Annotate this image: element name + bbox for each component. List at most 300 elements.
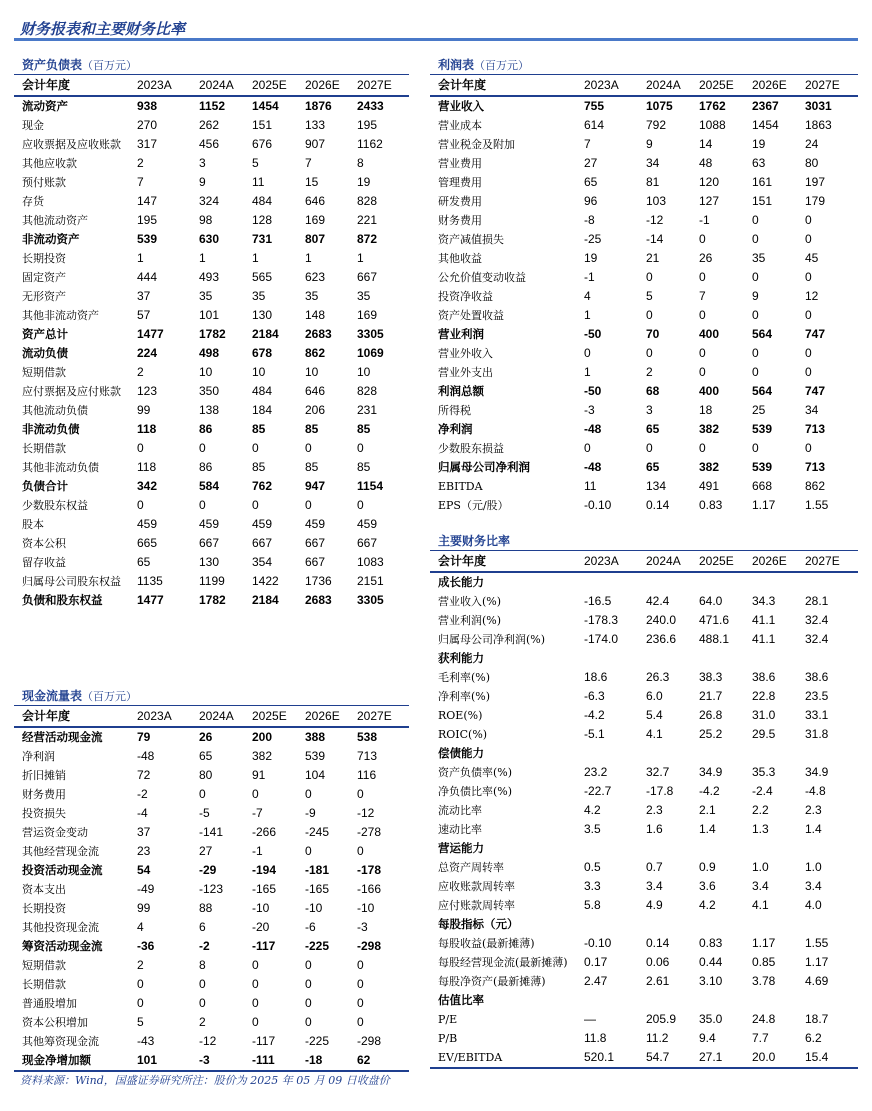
- cell-value: 1083: [357, 555, 384, 569]
- cell-value: 0: [252, 1015, 259, 1029]
- cell-value: 270: [137, 118, 158, 132]
- cell-value: 3305: [357, 327, 384, 341]
- cell-value: [699, 572, 752, 592]
- cell-value: 19: [752, 137, 766, 151]
- row-label: 管理费用: [438, 176, 482, 189]
- cell-value: 3.6: [699, 879, 716, 893]
- cell-value: -5: [199, 806, 210, 820]
- cell-value: -7: [252, 806, 263, 820]
- row-label: 偿债能力: [438, 746, 484, 760]
- cell-value: -6: [305, 920, 316, 934]
- table-row: [14, 363, 409, 382]
- cell-value: 4: [584, 289, 591, 303]
- cell-value: 0: [752, 270, 759, 284]
- cell-value: -111: [252, 1051, 305, 1071]
- table-row: [430, 953, 858, 972]
- cell-value: 68: [646, 384, 660, 398]
- cell-value: 4.1: [752, 898, 769, 912]
- cell-value: 1: [305, 251, 312, 265]
- cell-value: 0: [199, 977, 206, 991]
- cell-value: 184: [252, 403, 273, 417]
- cell-value: -266: [252, 825, 277, 839]
- row-label: EV/EBITDA: [430, 1048, 584, 1068]
- cell-value: 5: [252, 156, 259, 170]
- cell-value: 25: [752, 403, 766, 417]
- column-header-year: 2024A: [199, 75, 252, 96]
- cell-value: 262: [199, 118, 220, 132]
- cell-value: 0: [252, 996, 259, 1010]
- row-label: 营运能力: [438, 841, 484, 855]
- cell-value: 19: [357, 175, 371, 189]
- cell-value: 65: [137, 555, 151, 569]
- row-label: 净利润: [22, 750, 55, 763]
- cell-value: 614: [584, 118, 605, 132]
- cell-value: 828: [357, 194, 378, 208]
- cell-value: 0: [752, 213, 759, 227]
- cell-value: 862: [805, 479, 826, 493]
- cell-value: -50: [584, 384, 602, 398]
- column-header-label: 会计年度: [14, 706, 137, 727]
- cell-value: 3.4: [805, 879, 822, 893]
- cell-value: -2: [137, 787, 148, 801]
- cell-value: [805, 991, 858, 1010]
- cell-value: 33.1: [805, 708, 829, 722]
- cell-value: [584, 572, 646, 592]
- cell-value: 1.0: [805, 860, 822, 874]
- cell-value: [646, 649, 699, 668]
- cell-value: 0: [805, 365, 812, 379]
- cell-value: 2184: [252, 593, 279, 607]
- cell-value: 2151: [357, 574, 384, 588]
- cell-value: 12: [805, 289, 819, 303]
- cell-value: 667: [199, 536, 220, 550]
- cell-value: 0: [752, 441, 759, 455]
- cell-value: -43: [137, 1034, 155, 1048]
- row-label: 资本公积增加: [22, 1016, 88, 1029]
- table-row: [430, 991, 858, 1010]
- header-row: [430, 551, 858, 572]
- cell-value: 6.2: [805, 1031, 822, 1045]
- cell-value: 456: [199, 137, 220, 151]
- cell-value: 755: [584, 99, 605, 113]
- cell-value: 151: [752, 194, 773, 208]
- cell-value: 134: [646, 479, 667, 493]
- cell-value: -165: [252, 882, 277, 896]
- cell-value: -4.2: [699, 784, 720, 798]
- cell-value: 1.17: [805, 955, 829, 969]
- cell-value: 35: [199, 289, 213, 303]
- cell-value: 85: [305, 422, 319, 436]
- cell-value: 350: [199, 384, 220, 398]
- row-label: 资本支出: [22, 883, 66, 896]
- cell-value: [584, 649, 646, 668]
- income-statement-table: [430, 75, 858, 515]
- cell-value: 0: [305, 977, 312, 991]
- cell-value: [646, 839, 699, 858]
- cell-value: 10: [252, 365, 266, 379]
- cell-value: 2.47: [584, 974, 608, 988]
- cell-value: 792: [646, 118, 667, 132]
- table-row: [14, 785, 409, 804]
- cell-value: [584, 991, 646, 1010]
- cell-value: 938: [137, 99, 158, 113]
- table-row: [14, 804, 409, 823]
- cell-value: 91: [252, 768, 266, 782]
- cell-value: 26: [199, 730, 213, 744]
- table-row: [430, 230, 858, 249]
- row-label: P/E: [438, 1013, 458, 1026]
- row-label: 营业税金及附加: [438, 138, 515, 151]
- row-label: 短期借款: [22, 366, 66, 379]
- row-label: 营业收入: [438, 99, 484, 113]
- title-divider: [14, 38, 858, 41]
- ratios-table: [430, 551, 858, 1069]
- table-row: [14, 975, 409, 994]
- cell-value: 0.14: [646, 498, 670, 512]
- cell-value: 0: [357, 996, 364, 1010]
- cell-value: 0.9: [699, 860, 716, 874]
- row-label: 每股净资产(最新摊薄): [438, 975, 546, 988]
- cell-value: 1162: [357, 137, 383, 151]
- cell-value: -278: [357, 825, 382, 839]
- cell-value: 65: [646, 422, 660, 436]
- row-label: 资产处置收益: [438, 309, 504, 322]
- cell-value: 1422: [252, 574, 279, 588]
- cell-value: 221: [357, 213, 378, 227]
- cell-value: 41.1: [752, 613, 776, 627]
- cell-value: 3031: [805, 99, 832, 113]
- cell-value: 0.7: [646, 860, 663, 874]
- cash-flow-title-text: 现金流量表: [22, 689, 83, 703]
- row-label: 毛利率(%): [438, 671, 491, 684]
- table-row: [14, 458, 409, 477]
- row-label: 资产总计: [22, 327, 68, 341]
- cell-value: -9: [305, 806, 316, 820]
- cell-value: 493: [199, 270, 220, 284]
- cell-value: 195: [357, 118, 378, 132]
- cell-value: 11: [252, 175, 265, 189]
- row-label: P/B: [438, 1032, 458, 1045]
- table-row: [14, 496, 409, 515]
- cell-value: -4.2: [584, 708, 605, 722]
- row-label: 估值比率: [438, 993, 484, 1007]
- cell-value: 161: [752, 175, 773, 189]
- row-label: 固定资产: [22, 271, 66, 284]
- row-label: 其他非流动负债: [22, 461, 99, 474]
- row-label: 其他收益: [438, 252, 482, 265]
- row-label: 营业收入(%): [438, 595, 502, 608]
- cell-value: [646, 915, 699, 934]
- cell-value: 1: [199, 251, 206, 265]
- cell-value: 11.2: [646, 1031, 669, 1045]
- cell-value: 64.0: [699, 594, 723, 608]
- cell-value: 713: [357, 749, 378, 763]
- row-label: 营业外收入: [438, 347, 493, 360]
- table-row: [430, 630, 858, 649]
- row-label: 净利率(%): [438, 690, 491, 703]
- cell-value: -49: [137, 882, 155, 896]
- cell-value: 0: [137, 977, 144, 991]
- cell-value: 0: [357, 958, 364, 972]
- table-row: [14, 880, 409, 899]
- cell-value: -225: [305, 1034, 330, 1048]
- cell-value: 0: [357, 977, 364, 991]
- cell-value: 0: [699, 346, 706, 360]
- cell-value: -12: [357, 806, 375, 820]
- cell-value: 148: [305, 308, 326, 322]
- cell-value: -8: [584, 213, 595, 227]
- row-label: 总资产周转率: [438, 861, 504, 874]
- row-label: EPS（元/股）: [438, 499, 509, 512]
- cell-value: 32.4: [805, 632, 829, 646]
- cell-value: 3.4: [752, 879, 769, 893]
- cell-value: 1.17: [752, 936, 776, 950]
- cell-value: 2367: [752, 99, 779, 113]
- row-label: 研发费用: [438, 195, 482, 208]
- cell-value: -3: [199, 1051, 252, 1071]
- cell-value: 0: [137, 441, 144, 455]
- row-label: 长期借款: [22, 442, 66, 455]
- cell-value: 1454: [252, 99, 279, 113]
- cell-value: 0: [357, 1015, 364, 1029]
- table-row: [430, 744, 858, 763]
- cell-value: 1154: [357, 479, 384, 493]
- cell-value: 4.9: [646, 898, 663, 912]
- cell-value: [752, 915, 805, 934]
- source-footnote: 资料来源：Wind，国盛证券研究所注：股价为 2025 年 05 月 09 日收盘价: [20, 1074, 390, 1087]
- table-row: [430, 877, 858, 896]
- column-header-year: 2025E: [252, 706, 305, 727]
- table-row: [14, 553, 409, 572]
- cell-value: 459: [137, 517, 158, 531]
- cell-value: 0: [252, 977, 259, 991]
- row-label: ROE(%): [438, 709, 483, 722]
- table-row: [430, 496, 858, 515]
- table-row: [14, 727, 409, 747]
- cell-value: 34: [805, 403, 819, 417]
- cell-value: 2683: [305, 593, 332, 607]
- cell-value: 21: [646, 251, 660, 265]
- cell-value: -5.1: [584, 727, 605, 741]
- cell-value: 1.4: [699, 822, 716, 836]
- column-header-year: 2023A: [137, 75, 199, 96]
- cell-value: 11: [584, 479, 597, 493]
- table-row: [430, 687, 858, 706]
- cell-value: 459: [357, 517, 378, 531]
- cell-value: 0: [357, 498, 364, 512]
- cell-value: 539: [305, 749, 326, 763]
- table-row: [430, 401, 858, 420]
- cell-value: 400: [699, 327, 720, 341]
- cell-value: 0: [699, 365, 706, 379]
- cell-value: -22.7: [584, 784, 612, 798]
- cell-value: 4.0: [805, 898, 822, 912]
- cell-value: 27: [199, 844, 213, 858]
- table-row: [430, 249, 858, 268]
- cell-value: -25: [584, 232, 602, 246]
- table-row: [430, 458, 858, 477]
- table-row: [430, 801, 858, 820]
- cell-value: 236.6: [646, 632, 677, 646]
- cell-value: 29.5: [752, 727, 776, 741]
- cell-value: 0: [584, 441, 591, 455]
- cell-value: 0: [752, 232, 759, 246]
- cell-value: 23: [137, 844, 151, 858]
- cell-value: -3: [584, 403, 595, 417]
- cell-value: [646, 991, 699, 1010]
- table-row: [430, 211, 858, 230]
- row-label: 公允价值变动收益: [438, 271, 526, 284]
- table-row: [430, 782, 858, 801]
- cell-value: 0: [805, 308, 812, 322]
- cell-value: 10: [357, 365, 371, 379]
- cell-value: 317: [137, 137, 158, 151]
- cell-value: 828: [357, 384, 378, 398]
- cell-value: 130: [252, 308, 273, 322]
- row-label: 财务费用: [22, 788, 66, 801]
- cell-value: 169: [305, 213, 326, 227]
- cell-value: 667: [357, 270, 378, 284]
- balance-sheet-title-text: 资产负债表: [22, 58, 83, 72]
- header-row: [430, 75, 858, 96]
- cell-value: 18: [699, 403, 713, 417]
- cell-value: [805, 915, 858, 934]
- cell-value: -36: [137, 939, 155, 953]
- table-row: [14, 325, 409, 344]
- cell-value: 0: [252, 498, 259, 512]
- column-header-label: 会计年度: [14, 75, 137, 96]
- cell-value: -117: [252, 939, 276, 953]
- cell-value: 24: [805, 137, 819, 151]
- cell-value: -141: [199, 825, 224, 839]
- income-statement-unit: （百万元）: [474, 59, 530, 72]
- cell-value: 400: [699, 384, 720, 398]
- table-row: [14, 534, 409, 553]
- cell-value: -194: [252, 863, 277, 877]
- row-label: 营业费用: [438, 157, 482, 170]
- table-row: [14, 956, 409, 975]
- cell-value: 2: [137, 365, 144, 379]
- cell-value: 907: [305, 137, 326, 151]
- cell-value: 1.6: [646, 822, 663, 836]
- cell-value: 128: [252, 213, 273, 227]
- column-header-year: 2025E: [252, 75, 305, 96]
- cell-value: [752, 991, 805, 1010]
- table-row: [430, 173, 858, 192]
- cell-value: [805, 744, 858, 763]
- cell-value: -165: [305, 882, 330, 896]
- table-row: [430, 611, 858, 630]
- cell-value: 0: [357, 441, 364, 455]
- column-header-year: 2027E: [357, 75, 409, 96]
- table-row: [430, 972, 858, 991]
- cell-value: 42.4: [646, 594, 670, 608]
- income-statement-section: [430, 56, 858, 515]
- cell-value: 646: [305, 384, 326, 398]
- cell-value: 459: [199, 517, 220, 531]
- cell-value: 0: [584, 346, 591, 360]
- cell-value: -10: [357, 901, 375, 915]
- cell-value: 103: [646, 194, 667, 208]
- cell-value: 118: [137, 460, 157, 474]
- cell-value: -4.8: [805, 784, 826, 798]
- cell-value: [699, 839, 752, 858]
- cell-value: 3: [199, 156, 206, 170]
- table-row: [430, 154, 858, 173]
- table-row: [430, 363, 858, 382]
- table-row: [430, 344, 858, 363]
- cell-value: -14: [646, 232, 664, 246]
- cell-value: 713: [805, 460, 826, 474]
- table-row: [14, 823, 409, 842]
- cell-value: 1782: [199, 327, 226, 341]
- row-label: 流动负债: [22, 346, 68, 360]
- cell-value: 35: [357, 289, 371, 303]
- cell-value: 32.4: [805, 613, 829, 627]
- row-label: EBITDA: [438, 480, 483, 493]
- row-label: 资产负债率(%): [438, 766, 513, 779]
- cell-value: 206: [305, 403, 326, 417]
- cell-value: 1.4: [805, 822, 822, 836]
- cell-value: 8: [357, 156, 364, 170]
- row-label: 其他流动资产: [22, 214, 88, 227]
- cell-value: 539: [137, 232, 158, 246]
- cell-value: 48: [699, 156, 713, 170]
- cell-value: 195: [137, 213, 158, 227]
- cell-value: -298: [357, 939, 382, 953]
- cell-value: 623: [305, 270, 326, 284]
- cell-value: 197: [805, 175, 826, 189]
- column-header-year: 2024A: [646, 551, 699, 572]
- cell-value: 1863: [805, 118, 832, 132]
- row-label: 普通股增加: [22, 997, 77, 1010]
- cell-value: 667: [252, 536, 273, 550]
- cell-value: 0: [357, 844, 364, 858]
- cell-value: 4.1: [646, 727, 663, 741]
- cell-value: 169: [357, 308, 378, 322]
- row-label: 经营活动现金流: [22, 730, 103, 744]
- cell-value: 3.10: [699, 974, 723, 988]
- cell-value: 0.5: [584, 860, 601, 874]
- cell-value: 15.4: [805, 1048, 858, 1068]
- table-row: [14, 937, 409, 956]
- cell-value: 0: [646, 346, 653, 360]
- cell-value: 0: [252, 958, 259, 972]
- cell-value: 0: [199, 498, 206, 512]
- cell-value: 6.0: [646, 689, 663, 703]
- cell-value: 2.2: [752, 803, 769, 817]
- table-row: [430, 820, 858, 839]
- cell-value: 86: [199, 422, 213, 436]
- cell-value: 27: [584, 156, 598, 170]
- cell-value: [699, 915, 752, 934]
- cell-value: 2184: [252, 327, 279, 341]
- cell-value: 1.55: [805, 936, 829, 950]
- cell-value: -29: [199, 863, 217, 877]
- balance-sheet-title: [14, 56, 409, 75]
- cell-value: 0.83: [699, 936, 723, 950]
- table-row: [430, 116, 858, 135]
- row-label: 净利润: [438, 422, 473, 436]
- cell-value: 34.3: [752, 594, 776, 608]
- table-row: [430, 649, 858, 668]
- cell-value: 130: [199, 555, 220, 569]
- cell-value: 747: [805, 384, 826, 398]
- cell-value: 444: [137, 270, 158, 284]
- cell-value: 0: [199, 787, 206, 801]
- cell-value: 10: [199, 365, 213, 379]
- column-header-year: 2027E: [357, 706, 409, 727]
